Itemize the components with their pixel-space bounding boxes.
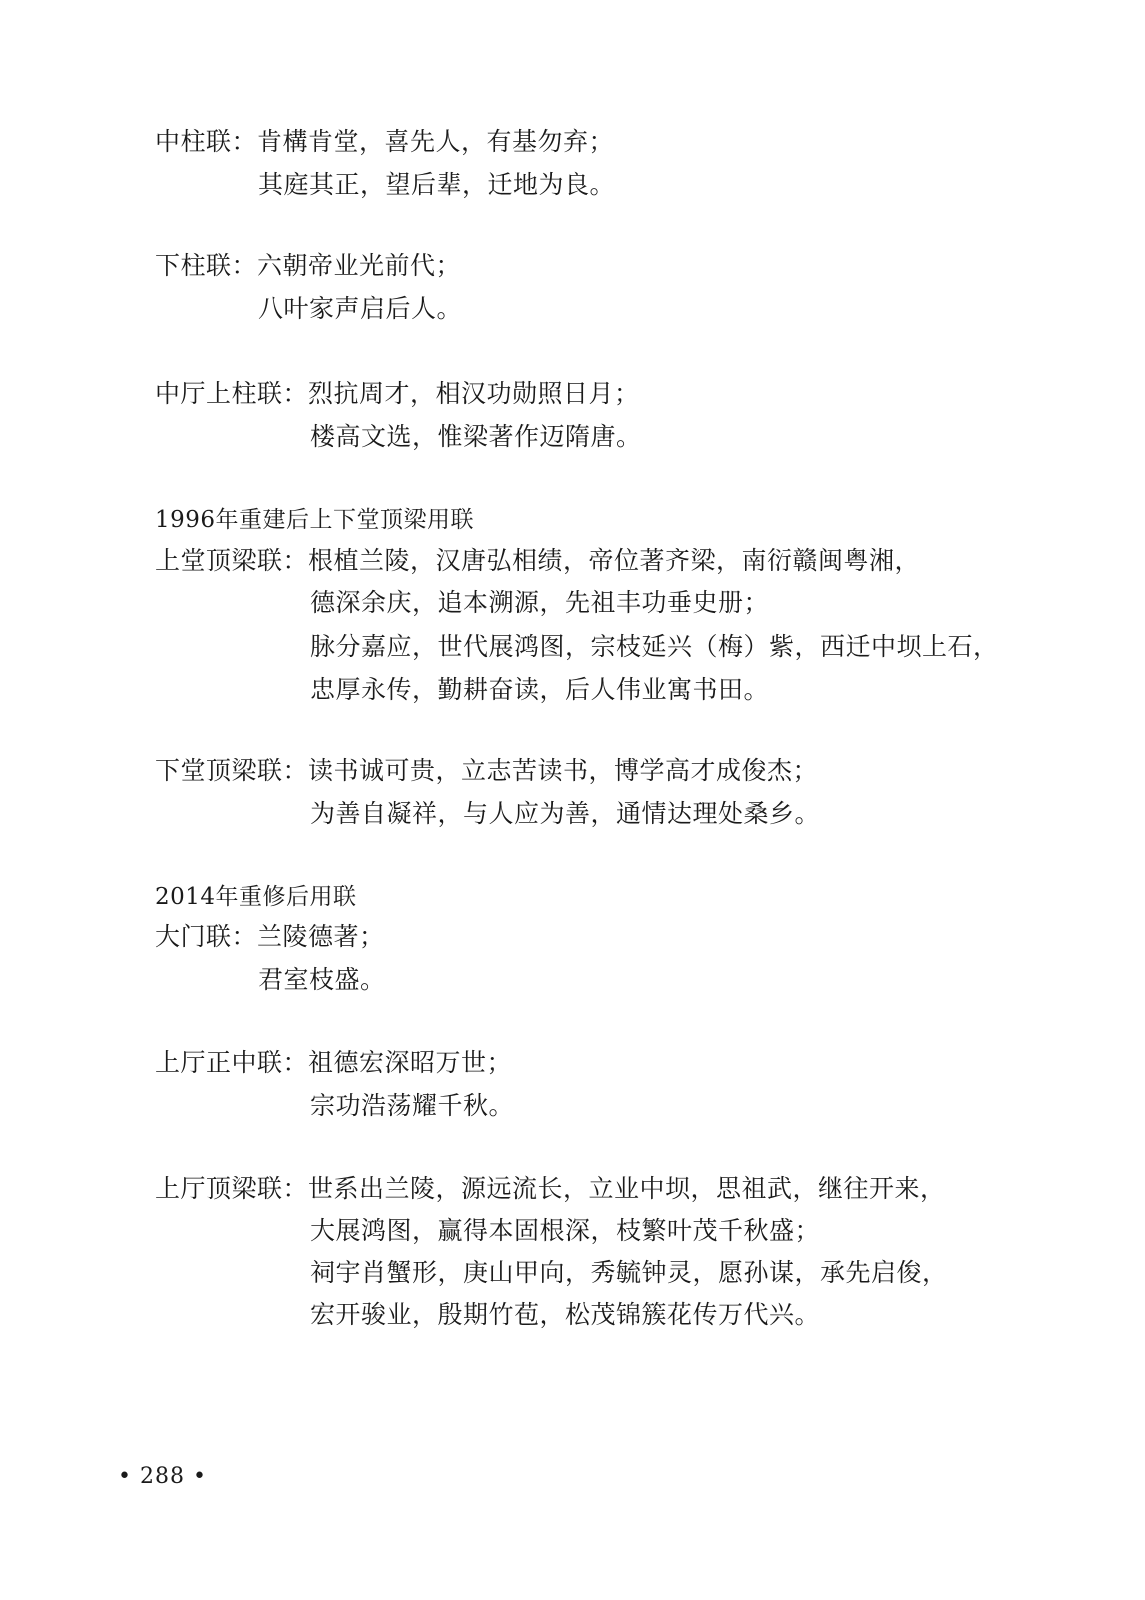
couplet-line: 兰陵德著；	[257, 922, 385, 951]
couplet-line: 脉分嘉应，世代展鸿图，宗枝延兴（梅）紫，西迁中坝上石，	[310, 632, 999, 661]
couplet-line: 为善自凝祥，与人应为善，通情达理处桑乡。	[310, 799, 821, 828]
couplet-label-text: 上厅正中联：	[155, 1048, 309, 1077]
couplet-label-text: 下柱联：	[155, 251, 258, 280]
couplet-line: 八叶家声启后人。	[258, 294, 463, 323]
couplet-label	[155, 546, 920, 576]
couplet-line: 忠厚永传，勤耕奋读，后人伟业寓书田。	[310, 675, 770, 704]
couplet-line: 其庭其正，望后辈，迁地为良。	[258, 170, 616, 199]
couplet-label	[155, 922, 385, 952]
couplet-line: 根植兰陵，汉唐弘相绩，帝位著齐梁，南衍赣闽粤湘，	[308, 546, 921, 575]
page-number: • 288 •	[118, 1464, 207, 1489]
couplet-label-text: 上堂顶梁联：	[155, 546, 309, 575]
couplet-line: 烈抗周才，相汉功勋照日月；	[308, 379, 640, 408]
couplet-label-text: 上厅顶梁联：	[155, 1174, 309, 1203]
couplet-line: 大展鸿图，赢得本固根深，枝繁叶茂千秋盛；	[310, 1216, 821, 1245]
couplet-line: 六朝帝业光前代；	[257, 251, 462, 280]
couplet-line: 宏开骏业，殷期竹苞，松茂锦簇花传万代兴。	[310, 1300, 821, 1329]
couplet-label	[155, 127, 614, 157]
section-heading: 2014年重修后用联	[155, 884, 357, 910]
couplet-line: 祠宇肖蟹形，庚山甲向，秀毓钟灵，愿孙谋，承先启俊，	[310, 1258, 948, 1287]
couplet-label	[155, 379, 640, 409]
couplet-line: 世系出兰陵，源远流长，立业中坝，思祖武，继往开来，	[308, 1174, 946, 1203]
couplet-label	[155, 756, 818, 786]
couplet-line: 德深余庆，追本溯源，先祖丰功垂史册；	[310, 588, 770, 617]
couplet-label-text: 中厅上柱联：	[155, 379, 309, 408]
section-heading: 1996年重建后上下堂顶梁用联	[155, 507, 475, 533]
couplet-line: 宗功浩荡耀千秋。	[310, 1091, 515, 1120]
couplet-label	[155, 1048, 512, 1078]
couplet-label-text: 中柱联：	[155, 127, 258, 156]
couplet-label-text: 下堂顶梁联：	[155, 756, 309, 785]
couplet-label	[155, 251, 461, 281]
couplet-label-text: 大门联：	[155, 922, 258, 951]
couplet-line: 肯構肯堂，喜先人，有基勿弃；	[257, 127, 615, 156]
couplet-line: 读书诚可贵，立志苦读书，博学高才成俊杰；	[308, 756, 819, 785]
couplet-line: 君室枝盛。	[258, 965, 386, 994]
couplet-line: 祖德宏深昭万世；	[308, 1048, 513, 1077]
couplet-line: 楼高文选，惟梁著作迈隋唐。	[310, 422, 642, 451]
couplet-label	[155, 1174, 946, 1204]
